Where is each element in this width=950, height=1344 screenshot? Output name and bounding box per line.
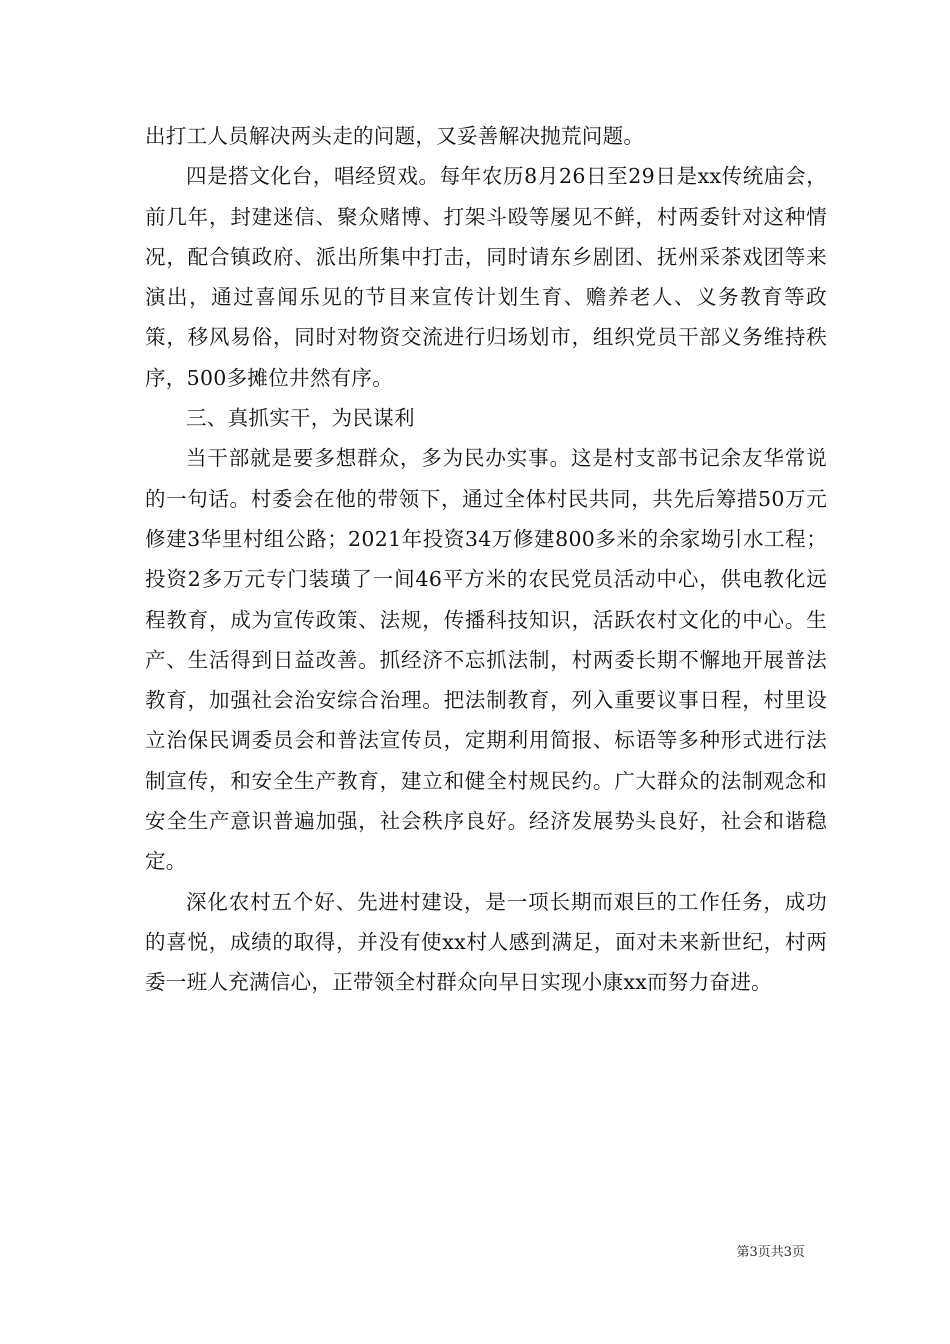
paragraph-continuation: 出打工人员解决两头走的问题，又妥善解决抛荒问题。 [145, 124, 645, 148]
document-body [145, 116, 827, 1003]
paragraph-culture-stage: 四是搭文化台，唱经贸戏。每年农历8月26日至29日是xx传统庙会，前几年，封建迷信、聚众赌博、打架斗殴等屡见不鲜，村两委针对这种情况，配合镇政府、派出所集中打击，同时请东乡剧团、抚州采茶戏团等来演出，通过喜闻乐见的节目来宣传计划生育、赡养老人、义务教育等政策，移风易俗，同时对物资交流进行归场划市，组织党员干部义务维持秩序，500多摊位井然有序。 [145, 164, 827, 390]
paragraph-practical-work: 当干部就是要多想群众，多为民办实事。这是村支部书记余友华常说的一句话。村委会在他的带领下，通过全体村民共同，共先后筹措50万元修建3华里村组公路；2021年投资34万修建800多米的余家坳引水工程；投资2多万元专门装璜了一间46平方米的农民党员活动中心，供电教化远程教育，成为宣传政策、法规，传播科技知识，活跃农村文化的中心。生产、生活得到日益改善。抓经济不忘抓法制，村两委长期不懈地开展普法教育，加强社会治安综合治理。把法制教育，列入重要议事日程，村里设立治保民调委员会和普法宣传员，定期利用简报、标语等多种形式进行法制宣传，和安全生产教育，建立和健全村规民约。广大群众的法制观念和安全生产意识普遍加强，社会秩序良好。经济发展势头良好，社会和谐稳定。 [145, 446, 827, 874]
page-number-footer: 第3页共3页 [736, 1245, 805, 1260]
section-heading: 三、真抓实干，为民谋利 [186, 406, 415, 431]
paragraph-conclusion: 深化农村五个好、先进村建设，是一项长期而艰巨的工作任务，成功的喜悦，成绩的取得，并没有使xx村人感到满足，面对未来新世纪，村两委一班人充满信心，正带领全村群众向早日实现小康xx而努力奋进。 [145, 889, 827, 995]
